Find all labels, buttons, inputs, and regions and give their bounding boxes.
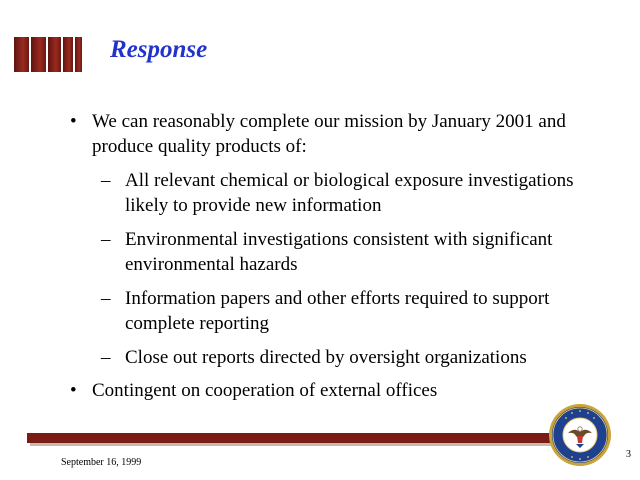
footer-divider-bar bbox=[27, 433, 559, 443]
bullet-item bbox=[70, 109, 610, 159]
sub-bullet-mark: – bbox=[101, 170, 111, 191]
sub-bullet-item bbox=[101, 345, 601, 370]
bullet-item bbox=[70, 378, 610, 403]
sub-bullet-text: All relevant chemical or biological exposure investigations likely to provide new information bbox=[125, 170, 574, 216]
bullet-text: Contingent on cooperation of external offices bbox=[92, 380, 438, 401]
sub-bullet-text: Information papers and other efforts required to support complete reporting bbox=[125, 288, 550, 334]
sub-bullet-mark: – bbox=[101, 229, 111, 250]
header-logo-blocks bbox=[14, 37, 84, 72]
sub-bullet-mark: – bbox=[101, 288, 111, 309]
bullet-mark: • bbox=[70, 111, 77, 132]
page-number: 3 bbox=[626, 449, 631, 460]
sub-bullet-text: Close out reports directed by oversight organizations bbox=[125, 347, 527, 368]
sub-bullet-item bbox=[101, 227, 601, 277]
footer-divider-shadow bbox=[30, 443, 559, 446]
sub-bullet-text: Environmental investigations consistent with significant environmental hazards bbox=[125, 229, 553, 275]
sub-bullet-item bbox=[101, 286, 601, 336]
slide-title: Response bbox=[110, 36, 208, 63]
bullet-mark: • bbox=[70, 380, 77, 401]
sub-bullet-mark: – bbox=[101, 347, 111, 368]
footer-date: September 16, 1999 bbox=[61, 457, 142, 468]
sub-bullet-item bbox=[101, 168, 601, 218]
department-seal-icon bbox=[548, 403, 612, 467]
bullet-text: We can reasonably complete our mission by January 2001 and produce quality products of: bbox=[92, 111, 566, 157]
